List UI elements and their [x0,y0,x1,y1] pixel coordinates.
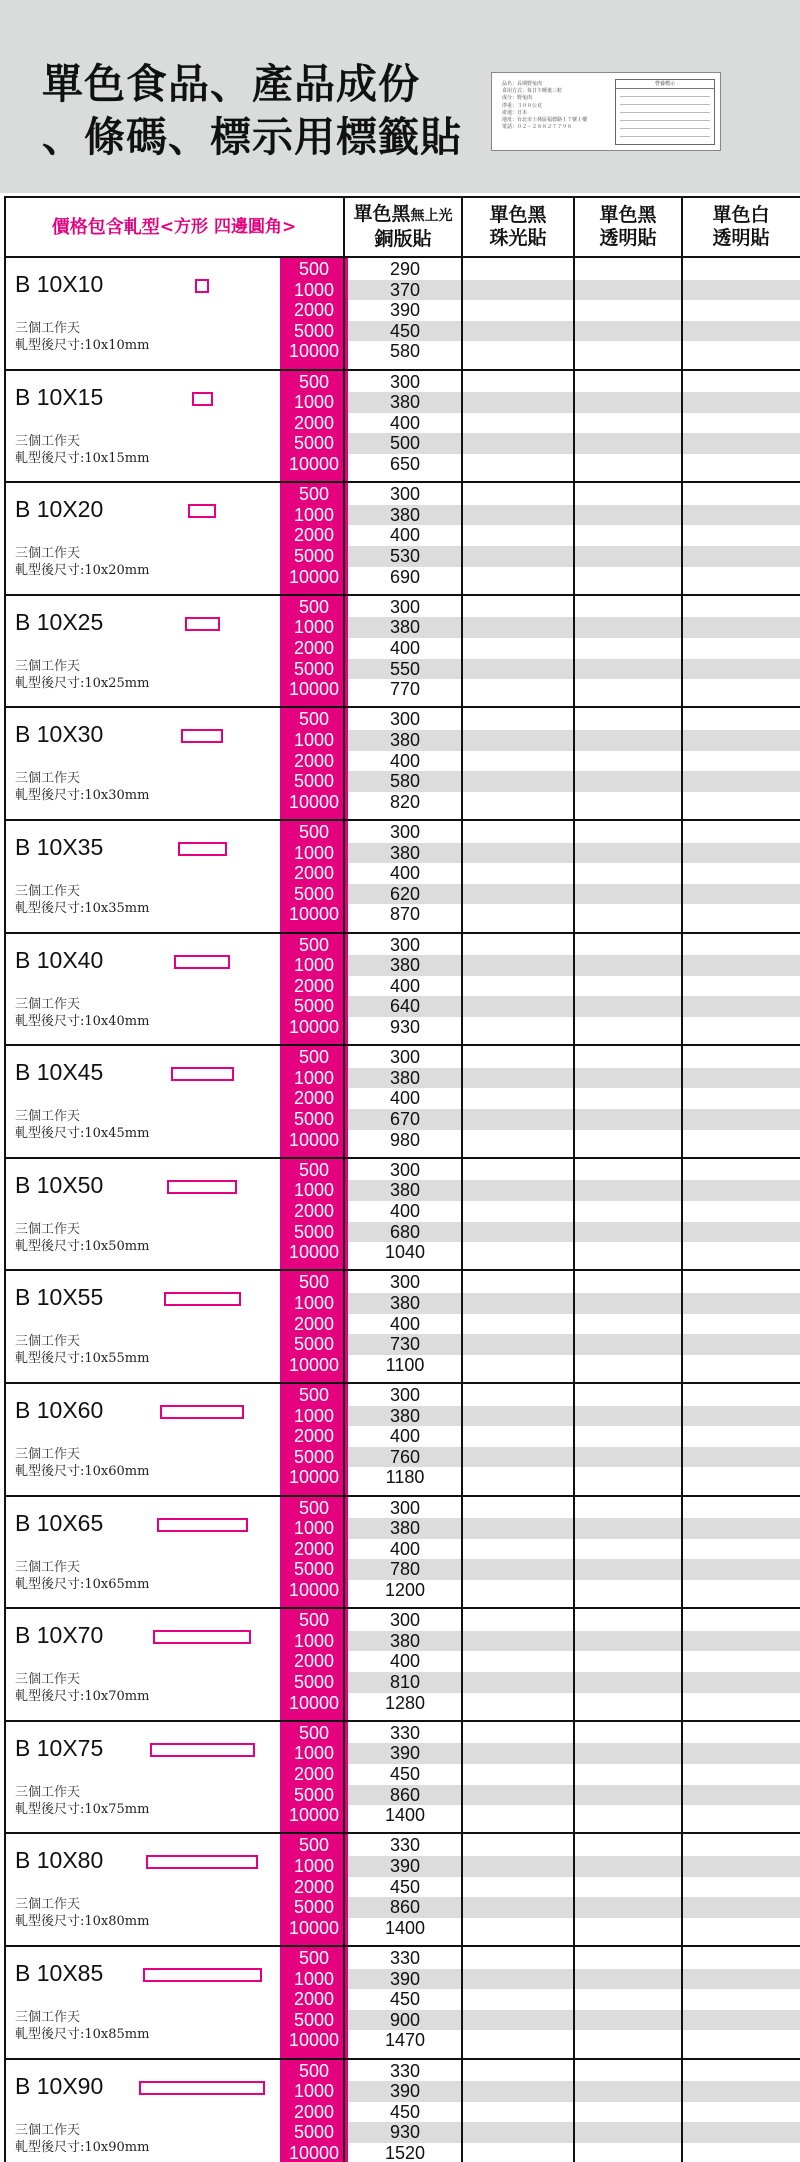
quantity-value: 500 [298,1948,330,1968]
product-name: B 10X15 [15,383,104,410]
column-header-line1: 單色黑 [489,204,547,226]
quantity-value: 1000 [293,1180,335,1201]
lead-time: 三個工作天 [15,1334,81,1350]
quantity-value: 500 [298,259,330,279]
price-value: 450 [389,1876,421,1897]
price-column-header [344,197,462,257]
price-value: 580 [389,341,421,362]
quantity-value: 5000 [293,1221,335,1242]
quantity-value: 10000 [288,1467,340,1488]
lead-time: 三個工作天 [15,884,81,899]
sample-label-line: 品名：長期野兔肉 [502,81,543,87]
lead-time: 三個工作天 [15,546,81,562]
quantity-column [280,1946,348,2059]
price-value: 1520 [384,2142,426,2162]
quantity-value: 10000 [288,566,340,587]
cut-size: 軋型後尺寸:10x30mm [15,788,150,804]
price-column-header [462,197,574,257]
price-value: 300 [389,371,421,392]
quantity-value: 5000 [293,658,335,679]
quantity-value: 2000 [293,412,335,433]
quantity-value: 5000 [293,1671,335,1692]
sample-label-text [502,81,612,131]
quantity-value: 10000 [288,791,340,812]
price-column-header [682,197,800,257]
price-value: 550 [389,658,421,679]
lead-time: 三個工作天 [15,1784,81,1800]
price-value: 300 [389,1610,421,1631]
sample-label-image [491,72,721,151]
lead-time: 三個工作天 [15,321,81,336]
price-value: 300 [389,596,421,617]
quantity-value: 2000 [293,863,335,884]
quantity-value: 500 [298,1610,330,1631]
title-line-1: 單色食品、產品成份 [42,60,420,108]
quantity-value: 1000 [293,1968,335,1989]
quantity-value: 1000 [293,1855,335,1876]
quantity-value: 10000 [288,2030,340,2051]
price-value: 300 [389,1385,421,1405]
price-value: 860 [389,1784,421,1805]
quantity-value: 1000 [293,392,335,413]
lead-time: 三個工作天 [15,1897,81,1913]
price-value: 300 [389,934,421,955]
sample-label-line: 產地：日本 [502,109,528,116]
lead-time: 三個工作天 [15,1559,81,1575]
price-value: 400 [389,863,421,884]
quantity-value: 5000 [293,2122,335,2143]
quantity-value: 2000 [293,525,335,546]
quantity-column [280,1833,348,1946]
price-value: 450 [389,320,421,341]
quantity-value: 10000 [288,1354,340,1375]
die-cut-shape-icon [160,1405,244,1419]
price-column-header [574,197,682,257]
price-value: 380 [389,729,421,750]
quantity-value: 1000 [293,504,335,525]
quantity-value: 2000 [293,2101,335,2122]
cut-size: 軋型後尺寸:10x70mm [15,1689,150,1705]
die-cut-shape-icon [143,1968,262,1982]
product-name: B 10X25 [15,608,104,635]
quantity-value: 2000 [293,1876,335,1897]
quantity-value: 500 [298,934,330,955]
price-value: 330 [389,1948,421,1968]
price-value: 500 [389,433,421,454]
price-value: 680 [389,1221,421,1242]
price-value: 390 [389,300,421,321]
price-value: 380 [389,1292,421,1313]
sample-label-line: 淨重：３００公克 [502,102,543,109]
lead-time: 三個工作天 [15,433,81,449]
price-value: 300 [389,709,421,730]
price-value: 780 [389,1559,421,1580]
cut-size: 軋型後尺寸:10x15mm [15,450,150,466]
price-value: 380 [389,617,421,638]
sample-label-line: 食用方式：每日午睡後三粒 [502,88,563,95]
cut-size: 軋型後尺寸:10x60mm [15,1464,150,1479]
product-name: B 10X45 [15,1059,104,1086]
quantity-value: 5000 [293,996,335,1017]
column-header-line1: 單色黑 [599,204,657,226]
product-name: B 10X85 [15,1960,104,1986]
quantity-column [280,707,348,820]
quantity-value: 2000 [293,1088,335,1109]
sample-label-line: 電話：０２－２８８２７７９８ [502,124,573,131]
cut-size: 軋型後尺寸:10x55mm [15,1351,150,1367]
price-value: 860 [389,1897,421,1918]
die-cut-shape-icon [178,842,227,856]
quantity-value: 10000 [288,679,340,700]
price-value: 400 [389,1651,421,1672]
quantity-column [280,820,348,933]
price-value: 380 [389,392,421,413]
quantity-value: 2000 [293,1989,335,2010]
quantity-value: 10000 [288,1692,340,1713]
product-name: B 10X80 [15,1847,104,1874]
price-value: 580 [389,771,421,792]
price-value: 810 [389,1671,421,1692]
column-header-line2: 珠光貼 [489,227,547,249]
quantity-value: 1000 [293,1518,335,1539]
quantity-value: 5000 [293,1334,335,1355]
quantity-column [280,370,348,483]
price-value: 400 [389,975,421,996]
quantity-value: 10000 [288,1016,340,1037]
column-header-line1: 單色黑 [353,203,411,225]
nutrition-title: 營養標示 [616,80,714,89]
price-value: 400 [389,1313,421,1334]
product-name: B 10X50 [15,1171,104,1198]
cut-size: 軋型後尺寸:10x10mm [15,338,150,353]
die-cut-shape-icon [171,1067,234,1081]
price-value: 300 [389,1497,421,1518]
price-value: 400 [389,412,421,433]
price-value: 380 [389,1067,421,1088]
quantity-column [280,482,348,595]
cut-size: 軋型後尺寸:10x80mm [15,1914,150,1930]
quantity-value: 500 [298,1159,330,1180]
quantity-value: 2000 [293,1200,335,1221]
product-name: B 10X20 [15,496,104,523]
price-value: 390 [389,1968,421,1989]
price-value: 1200 [384,1579,426,1600]
cut-size: 軋型後尺寸:10x40mm [15,1013,150,1029]
lead-time: 三個工作天 [15,658,81,674]
quantity-value: 10000 [288,341,340,362]
price-value: 300 [389,1159,421,1180]
quantity-value: 2000 [293,1313,335,1334]
quantity-value: 2000 [293,750,335,771]
product-name: B 10X70 [15,1622,104,1649]
price-value: 450 [389,1989,421,2010]
price-value: 380 [389,504,421,525]
price-value: 380 [389,1518,421,1539]
price-value: 400 [389,750,421,771]
quantity-value: 5000 [293,1897,335,1918]
quantity-value: 5000 [293,1446,335,1467]
quantity-column [280,1721,348,1834]
quantity-value: 500 [298,371,330,392]
price-value: 650 [389,453,421,474]
quantity-column [280,1158,348,1271]
cut-size: 軋型後尺寸:10x35mm [15,901,150,916]
quantity-value: 1000 [293,955,335,976]
product-name: B 10X65 [15,1509,104,1536]
product-name: B 10X10 [15,271,104,297]
price-value: 1400 [384,1805,426,1826]
quantity-value: 5000 [293,1108,335,1129]
price-value: 330 [389,1835,421,1856]
quantity-value: 500 [298,484,330,505]
die-cut-shape-icon [185,617,220,631]
price-value: 820 [389,791,421,812]
shape-column-header [4,197,344,257]
lead-time: 三個工作天 [15,2010,81,2025]
quantity-value: 2000 [293,637,335,658]
product-name: B 10X35 [15,834,104,860]
price-value: 400 [389,1538,421,1559]
quantity-value: 1000 [293,2081,335,2102]
cut-size: 軋型後尺寸:10x45mm [15,1126,150,1142]
price-value: 770 [389,679,421,700]
quantity-value: 1000 [293,1405,335,1426]
price-value: 870 [389,904,421,925]
quantity-value: 1000 [293,842,335,863]
quantity-column [280,1045,348,1158]
price-value: 300 [389,484,421,505]
price-value: 380 [389,842,421,863]
quantity-value: 1000 [293,1067,335,1088]
price-value: 380 [389,1180,421,1201]
page-header [0,0,800,193]
price-value: 380 [389,1405,421,1426]
quantity-column [280,257,348,370]
price-value: 930 [389,2122,421,2143]
price-value: 1470 [384,2030,426,2051]
quantity-value: 500 [298,1047,330,1068]
price-value: 980 [389,1129,421,1150]
die-cut-shape-icon [181,729,223,743]
quantity-column [280,595,348,708]
nutrition-box [615,79,715,145]
quantity-column [280,1383,348,1496]
price-value: 300 [389,1272,421,1293]
price-value: 390 [389,1855,421,1876]
lead-time: 三個工作天 [15,2122,81,2138]
die-cut-shape-icon [150,1743,255,1757]
lead-time: 三個工作天 [15,771,81,787]
quantity-value: 2000 [293,1538,335,1559]
lead-time: 三個工作天 [15,996,81,1012]
product-name: B 10X75 [15,1734,104,1761]
lead-time: 三個工作天 [15,1672,81,1688]
price-value: 1400 [384,1917,426,1938]
price-value: 670 [389,1108,421,1129]
price-value: 620 [389,883,421,904]
die-cut-shape-icon [192,392,213,406]
quantity-value: 1000 [293,1292,335,1313]
column-header-line2: 透明貼 [712,227,770,249]
product-name: B 10X60 [15,1397,104,1423]
quantity-value: 10000 [288,1917,340,1938]
quantity-value: 500 [298,1497,330,1518]
price-value: 730 [389,1334,421,1355]
quantity-value: 500 [298,1272,330,1293]
quantity-value: 500 [298,1835,330,1856]
price-value: 640 [389,996,421,1017]
price-value: 690 [389,566,421,587]
title-line-2: 、條碼、標示用標籤貼 [42,113,462,161]
price-value: 530 [389,545,421,566]
quantity-value: 10000 [288,1579,340,1600]
quantity-value: 5000 [293,433,335,454]
cut-size: 軋型後尺寸:10x25mm [15,675,150,691]
die-cut-shape-icon [164,1292,241,1306]
price-value: 390 [389,2081,421,2102]
column-header-line1: 單色白 [712,204,770,226]
quantity-value: 500 [298,1385,330,1405]
quantity-value: 2000 [293,1763,335,1784]
quantity-value: 1000 [293,279,335,300]
shape-header-inner: <方形 四邊圓角> [159,216,297,237]
quantity-value: 500 [298,2060,330,2081]
price-value: 290 [389,259,421,279]
cut-size: 軋型後尺寸:10x65mm [15,1576,150,1592]
quantity-value: 5000 [293,2009,335,2030]
price-value: 1180 [385,1467,425,1488]
price-value: 300 [389,822,421,842]
price-value: 400 [389,1088,421,1109]
product-name: B 10X55 [15,1284,104,1311]
price-value: 300 [389,1047,421,1068]
quantity-value: 5000 [293,545,335,566]
product-name: B 10X40 [15,946,104,973]
sample-label-line: 地址：台北市士林區福德路１７號１樓 [502,117,588,124]
price-value: 1280 [384,1692,426,1713]
column-header-finish: 無上光 [410,208,453,224]
price-value: 400 [389,637,421,658]
price-value: 380 [389,1630,421,1651]
price-value: 1040 [384,1242,426,1263]
quantity-value: 2000 [293,1651,335,1672]
quantity-value: 10000 [288,1129,340,1150]
cut-size: 軋型後尺寸:10x20mm [15,563,150,579]
cut-size: 軋型後尺寸:10x50mm [15,1238,150,1254]
quantity-value: 1000 [293,1630,335,1651]
price-value: 370 [389,279,421,300]
quantity-column [280,1496,348,1609]
price-value: 380 [389,955,421,976]
quantity-column [280,2059,348,2162]
quantity-value: 1000 [293,617,335,638]
quantity-value: 10000 [288,453,340,474]
price-value: 450 [389,2101,421,2122]
quantity-value: 500 [298,709,330,730]
quantity-value: 5000 [293,320,335,341]
die-cut-shape-icon [139,2081,265,2095]
sample-label-line: 成分：野兔肉 [502,95,533,102]
column-header-line2: 銅版貼 [374,228,432,250]
shape-header-prefix: 價格包含軋型 [51,216,160,238]
die-cut-shape-icon [157,1518,248,1532]
die-cut-shape-icon [174,955,230,969]
lead-time: 三個工作天 [15,1109,81,1125]
die-cut-shape-icon [195,279,209,293]
quantity-value: 500 [298,1722,330,1743]
quantity-value: 5000 [293,771,335,792]
quantity-column [280,933,348,1046]
price-value: 400 [389,1426,421,1447]
quantity-value: 5000 [293,1559,335,1580]
quantity-value: 5000 [293,1784,335,1805]
quantity-value: 1000 [293,729,335,750]
price-value: 450 [389,1763,421,1784]
quantity-value: 1000 [293,1743,335,1764]
quantity-column [280,1270,348,1383]
quantity-value: 5000 [293,883,335,904]
die-cut-shape-icon [167,1180,237,1194]
price-value: 930 [389,1016,421,1037]
price-value: 330 [389,2060,421,2081]
quantity-value: 10000 [288,2142,340,2162]
cut-size: 軋型後尺寸:10x75mm [15,1801,150,1817]
quantity-value: 500 [298,822,330,842]
lead-time: 三個工作天 [15,1221,81,1237]
page-title [42,58,462,164]
price-value: 1100 [385,1354,425,1375]
price-value: 400 [389,525,421,546]
price-value: 390 [389,1743,421,1764]
product-name: B 10X90 [15,2072,104,2099]
quantity-column [280,1608,348,1721]
die-cut-shape-icon [146,1855,258,1869]
product-name: B 10X30 [15,721,104,748]
die-cut-shape-icon [153,1630,251,1644]
quantity-value: 10000 [288,904,340,925]
price-value: 400 [389,1200,421,1221]
quantity-value: 2000 [293,1426,335,1447]
quantity-value: 500 [298,596,330,617]
die-cut-shape-icon [188,504,216,518]
price-value: 330 [389,1722,421,1743]
quantity-value: 2000 [293,300,335,321]
price-value: 760 [389,1446,421,1467]
quantity-value: 10000 [288,1805,340,1826]
quantity-value: 10000 [288,1242,340,1263]
column-header-line2: 透明貼 [599,227,657,249]
quantity-value: 2000 [293,975,335,996]
cut-size: 軋型後尺寸:10x85mm [15,2027,150,2042]
price-value: 900 [389,2009,421,2030]
cut-size: 軋型後尺寸:10x90mm [15,2139,150,2155]
price-table [4,193,800,2162]
lead-time: 三個工作天 [15,1447,81,1462]
